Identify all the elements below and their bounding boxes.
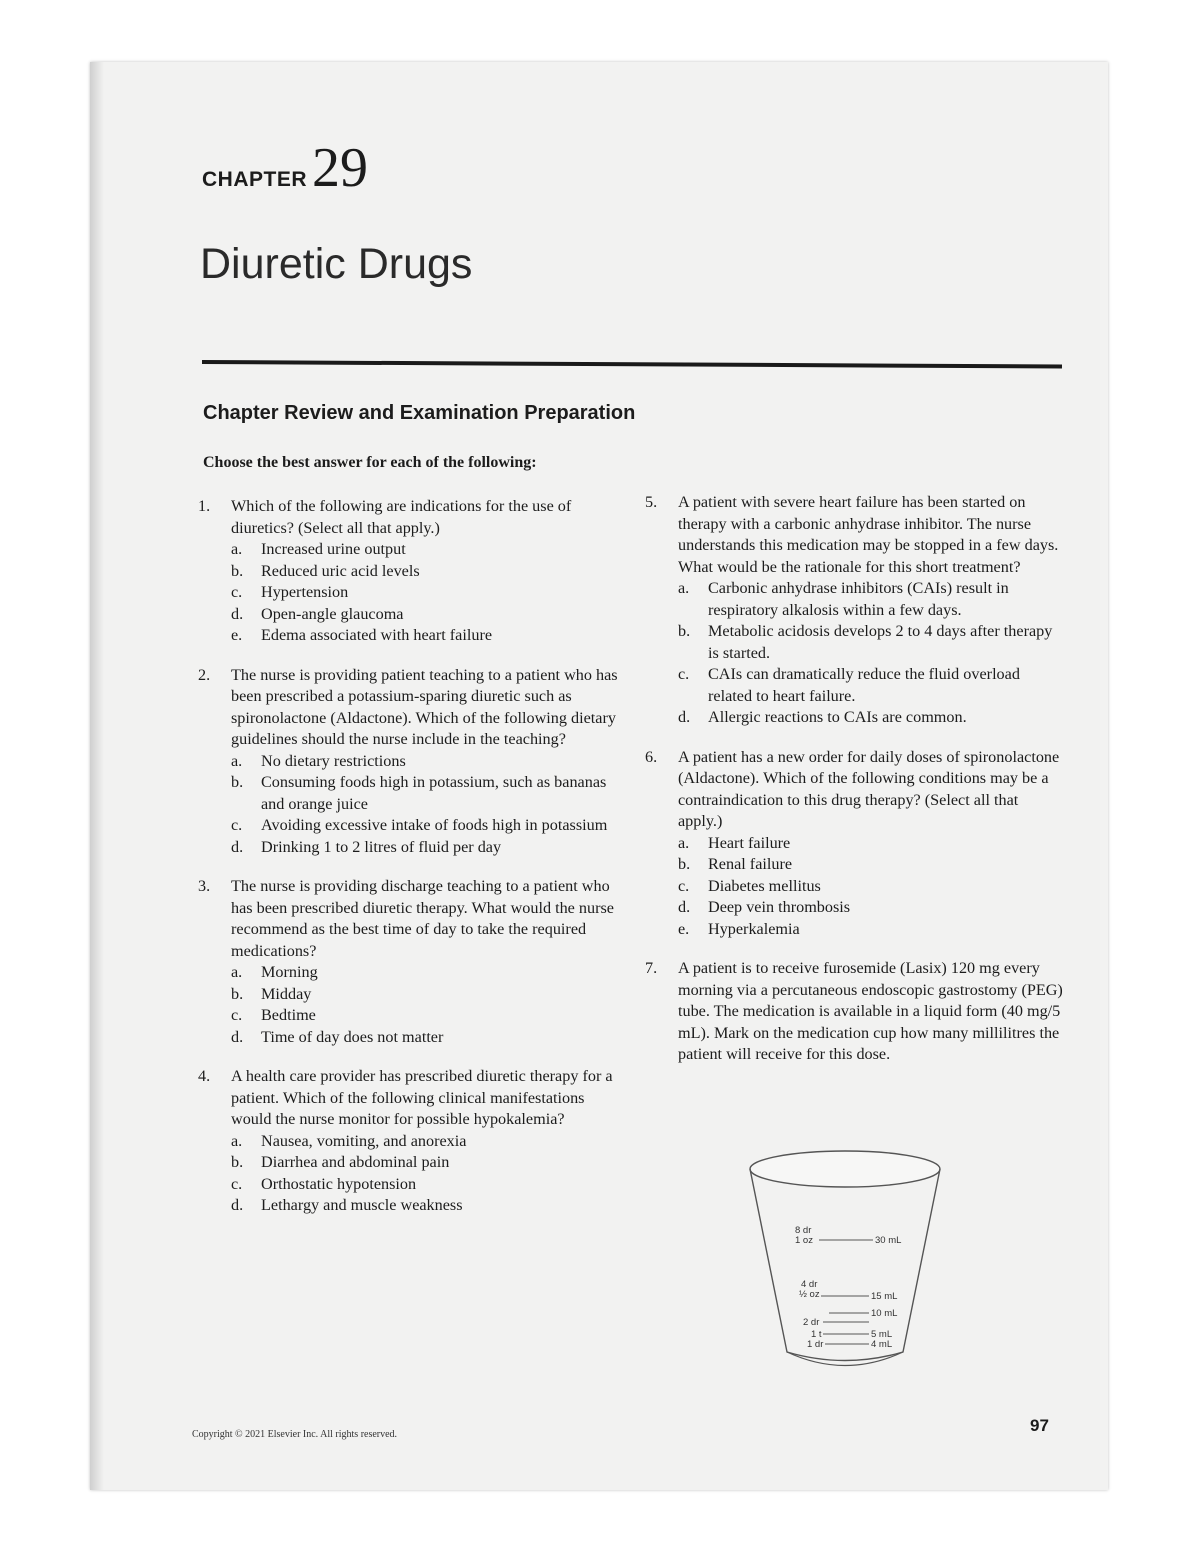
questions-left-column: [198, 496, 618, 1235]
answer-option[interactable]: [231, 1152, 618, 1174]
option-text: Increased urine output: [261, 540, 406, 558]
option-letter: b.: [231, 1153, 244, 1171]
cup-body: [750, 1169, 940, 1361]
question-text: A patient with severe heart failure has been started on therapy with a carbonic anhydrase inhibitor. The nurse understands this medication may be stopped in a few days. What would be the rationale for this short treatment?: [678, 493, 1059, 576]
option-letter: b.: [231, 561, 244, 580]
mark-half-oz: ½ oz: [799, 1289, 820, 1300]
mark-15ml: 15 mL: [871, 1291, 898, 1302]
answer-option[interactable]: [231, 1174, 618, 1196]
option-text: Time of day does not matter: [261, 1027, 444, 1046]
option-letter: d.: [231, 837, 244, 856]
answer-option[interactable]: [678, 833, 1065, 855]
answer-option[interactable]: [678, 854, 1065, 876]
question-number: 6.: [645, 747, 658, 766]
option-letter: e.: [231, 626, 243, 644]
question-number: 7.: [645, 959, 658, 977]
medication-cup: [745, 1147, 945, 1377]
option-text: Nausea, vomiting, and anorexia: [261, 1131, 467, 1150]
answer-option[interactable]: [231, 962, 618, 984]
answer-option[interactable]: [678, 707, 1065, 729]
option-text: Open-angle glaucoma: [261, 604, 404, 623]
option-letter: b.: [231, 984, 244, 1003]
mark-30ml: 30 mL: [875, 1235, 902, 1246]
answer-option[interactable]: [231, 539, 618, 561]
title-divider: [202, 360, 1062, 369]
answer-option[interactable]: [231, 1005, 618, 1027]
question-text: Which of the following are indications for the use of diuretics? (Select all that apply.): [231, 497, 572, 537]
option-letter: a.: [231, 751, 243, 770]
question-item: [198, 876, 618, 1048]
mark-1dr: 1 dr: [807, 1339, 824, 1350]
option-text: Morning: [261, 963, 318, 981]
answer-option[interactable]: [231, 1027, 618, 1049]
mark-4dr: 4 dr: [801, 1279, 818, 1290]
option-letter: d.: [231, 1196, 244, 1214]
option-text: Metabolic acidosis develops 2 to 4 days after therapy is started.: [708, 622, 1053, 662]
answer-option[interactable]: [231, 625, 618, 647]
question-number: 3.: [198, 877, 211, 895]
option-letter: b.: [678, 855, 691, 873]
answer-option[interactable]: [231, 1131, 618, 1153]
question-text: A health care provider has prescribed diuretic therapy for a patient. Which of the following clinical manifestations would the nurse monitor for possible hypokalemia?: [231, 1067, 613, 1128]
option-letter: c.: [231, 1174, 243, 1193]
answer-option[interactable]: [231, 984, 618, 1006]
section-heading: Chapter Review and Examination Preparation: [203, 402, 636, 424]
option-text: Midday: [261, 984, 312, 1003]
option-letter: a.: [678, 579, 690, 597]
mark-5ml: 5 mL: [871, 1329, 893, 1340]
question-item: [198, 1066, 618, 1217]
option-text: Avoiding excessive intake of foods high in potassium: [261, 816, 608, 834]
question-text: A patient is to receive furosemide (Lasix) 120 mg every morning via a percutaneous endoscopic gastrostomy (PEG) tube. The medication is available in a liquid form (40 mg/5 mL). Mark on the medication cup how many millilitres the patient will receive for this dose.: [678, 959, 1063, 1063]
copyright-notice: Copyright © 2021 Elsevier Inc. All rights reserved.: [192, 1429, 398, 1440]
option-text: Heart failure: [708, 833, 791, 852]
option-letter: b.: [231, 773, 244, 791]
question-number: 4.: [198, 1067, 211, 1085]
page-edge-shadow: [90, 62, 104, 1490]
question-number: 5.: [645, 493, 658, 511]
answer-option[interactable]: [231, 772, 618, 815]
option-text: Orthostatic hypotension: [261, 1174, 417, 1193]
chapter-number: 29: [312, 137, 368, 199]
chapter-label: CHAPTER: [202, 168, 308, 191]
question-number: 1.: [198, 497, 211, 515]
answer-option[interactable]: [678, 664, 1065, 707]
option-letter: c.: [231, 1006, 243, 1024]
answer-option[interactable]: [231, 1195, 618, 1217]
option-text: Consuming foods high in potassium, such as bananas and orange juice: [261, 773, 607, 813]
option-text: Bedtime: [261, 1006, 316, 1024]
question-text: A patient has a new order for daily doses of spironolactone (Aldactone). Which of the following conditions may be a contraindication to this drug therapy? (Select all that apply.): [678, 747, 1060, 830]
answer-option[interactable]: [678, 578, 1065, 621]
answer-option[interactable]: [678, 876, 1065, 898]
option-letter: c.: [678, 665, 690, 683]
option-letter: b.: [678, 622, 691, 640]
option-letter: a.: [231, 540, 243, 558]
question-text: The nurse is providing patient teaching to a patient who has been prescribed a potassium-sparing diuretic such as spironolactone (Aldactone). Which of the following dietary guidelines should the nurse include in the teaching?: [231, 665, 618, 748]
answer-option[interactable]: [231, 815, 618, 837]
question-item: [645, 492, 1065, 729]
option-letter: a.: [231, 963, 243, 981]
option-text: Hyperkalemia: [708, 919, 800, 938]
page-number: 97: [1030, 1416, 1049, 1435]
option-letter: a.: [231, 1131, 243, 1150]
cup-base: [787, 1352, 903, 1366]
answer-option[interactable]: [231, 837, 618, 859]
answer-option[interactable]: [678, 621, 1065, 664]
mark-1t: 1 t: [811, 1329, 822, 1340]
option-text: No dietary restrictions: [261, 751, 406, 770]
answer-option[interactable]: [231, 751, 618, 773]
option-text: Deep vein thrombosis: [708, 898, 851, 916]
option-letter: d.: [231, 604, 244, 623]
question-number: 2.: [198, 665, 211, 684]
cup-rim: [750, 1151, 940, 1187]
answer-option[interactable]: [678, 897, 1065, 919]
question-item: [198, 496, 618, 647]
option-letter: d.: [678, 898, 691, 916]
option-letter: d.: [231, 1027, 244, 1046]
option-letter: a.: [678, 833, 690, 852]
option-text: Lethargy and muscle weakness: [261, 1196, 463, 1214]
answer-option[interactable]: [231, 582, 618, 604]
option-letter: c.: [231, 583, 243, 601]
answer-option[interactable]: [231, 561, 618, 583]
option-text: Edema associated with heart failure: [261, 626, 493, 644]
option-text: Hypertension: [261, 583, 349, 601]
option-text: Diabetes mellitus: [708, 876, 821, 895]
mark-4ml: 4 mL: [871, 1339, 893, 1350]
option-letter: d.: [678, 708, 691, 726]
mark-10ml: 10 mL: [871, 1308, 898, 1319]
option-text: CAIs can dramatically reduce the fluid overload related to heart failure.: [708, 665, 1020, 705]
option-letter: c.: [231, 816, 243, 834]
question-item: [198, 665, 618, 859]
option-text: Renal failure: [708, 855, 793, 873]
question-text: The nurse is providing discharge teaching to a patient who has been prescribed diuretic therapy. What would the nurse recommend as the best time of day to take the required medications?: [231, 877, 614, 960]
option-text: Drinking 1 to 2 litres of fluid per day: [261, 837, 502, 856]
option-text: Diarrhea and abdominal pain: [261, 1153, 450, 1171]
questions-right-column: [645, 492, 1065, 1084]
mark-1oz: 1 oz: [795, 1235, 813, 1246]
option-letter: c.: [678, 876, 690, 895]
option-text: Reduced uric acid levels: [261, 561, 420, 580]
instruction-text: Choose the best answer for each of the following:: [203, 454, 537, 471]
mark-2dr: 2 dr: [803, 1317, 820, 1328]
mark-8dr: 8 dr: [795, 1225, 812, 1236]
textbook-page: [90, 62, 1108, 1490]
answer-option[interactable]: [678, 919, 1065, 941]
option-text: Allergic reactions to CAIs are common.: [708, 708, 967, 726]
chapter-title: Diuretic Drugs: [200, 240, 473, 288]
answer-option[interactable]: [231, 604, 618, 626]
option-letter: e.: [678, 919, 690, 938]
question-item: [645, 958, 1065, 1066]
question-item: [645, 747, 1065, 941]
option-text: Carbonic anhydrase inhibitors (CAIs) result in respiratory alkalosis within a few days.: [708, 579, 1009, 619]
